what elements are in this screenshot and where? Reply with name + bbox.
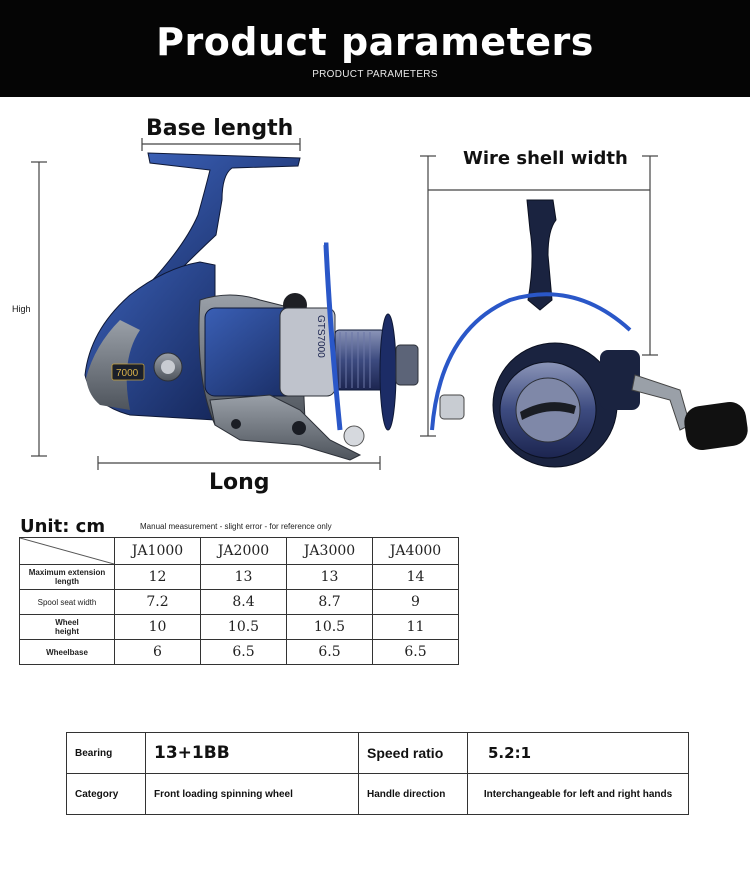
reel-front-view xyxy=(432,200,750,467)
table-cell: 8.4 xyxy=(201,590,287,615)
speed-ratio-value: 5.2:1 xyxy=(468,733,689,774)
table-cell: 6.5 xyxy=(201,640,287,665)
table-row xyxy=(20,615,459,640)
reel-size-label: 7000 xyxy=(116,368,139,379)
base-length-label: Base length xyxy=(146,116,294,141)
row-label: Maximum extension length xyxy=(20,565,115,590)
category-value: Front loading spinning wheel xyxy=(146,774,359,815)
unit-label: Unit: cm xyxy=(20,516,106,537)
spec-corner-cell xyxy=(20,538,115,565)
table-cell: 13 xyxy=(287,565,373,590)
table-cell: 13 xyxy=(201,565,287,590)
diagonal-divider xyxy=(20,538,114,564)
wire-shell-width-label: Wire shell width xyxy=(463,148,628,169)
table-cell: 12 xyxy=(115,565,201,590)
table-cell: 10.5 xyxy=(201,615,287,640)
row-label: Wheel height xyxy=(20,615,115,640)
category-label: Category xyxy=(67,774,146,815)
table-cell: 6 xyxy=(115,640,201,665)
table-cell: 11 xyxy=(373,615,459,640)
height-dimension-line xyxy=(31,162,47,456)
model-header: JA3000 xyxy=(287,538,373,565)
long-dimension-line xyxy=(98,456,380,470)
bearing-value: 13+1BB xyxy=(146,733,359,774)
table-cell: 6.5 xyxy=(287,640,373,665)
page-subtitle: PRODUCT PARAMETERS xyxy=(312,69,438,80)
table-cell: 14 xyxy=(373,565,459,590)
table-row xyxy=(20,640,459,665)
spec-header-row xyxy=(20,538,459,565)
long-label: Long xyxy=(209,470,270,495)
high-label: High xyxy=(12,304,31,314)
table-cell: 7.2 xyxy=(115,590,201,615)
table-cell: 6.5 xyxy=(373,640,459,665)
model-header: JA1000 xyxy=(115,538,201,565)
bearing-label: Bearing xyxy=(67,733,146,774)
table-cell: 9 xyxy=(373,590,459,615)
reel-model-text: GTS7000 xyxy=(315,315,326,358)
table-row xyxy=(20,565,459,590)
measurement-note: Manual measurement - slight error - for reference only xyxy=(140,522,332,531)
table-row xyxy=(20,590,459,615)
speed-ratio-label: Speed ratio xyxy=(359,733,468,774)
info-row xyxy=(67,733,689,774)
spec-table xyxy=(19,537,459,665)
info-table xyxy=(66,732,689,815)
handle-direction-value: Interchangeable for left and right hands xyxy=(468,774,689,815)
table-cell: 10 xyxy=(115,615,201,640)
model-header: JA4000 xyxy=(373,538,459,565)
table-cell: 8.7 xyxy=(287,590,373,615)
model-header: JA2000 xyxy=(201,538,287,565)
handle-direction-label: Handle direction xyxy=(359,774,468,815)
info-row xyxy=(67,774,689,815)
page-title: Product parameters xyxy=(156,20,594,64)
row-label: Spool seat width xyxy=(20,590,115,615)
reel-side-view xyxy=(85,153,418,460)
table-cell: 10.5 xyxy=(287,615,373,640)
row-label: Wheelbase xyxy=(20,640,115,665)
